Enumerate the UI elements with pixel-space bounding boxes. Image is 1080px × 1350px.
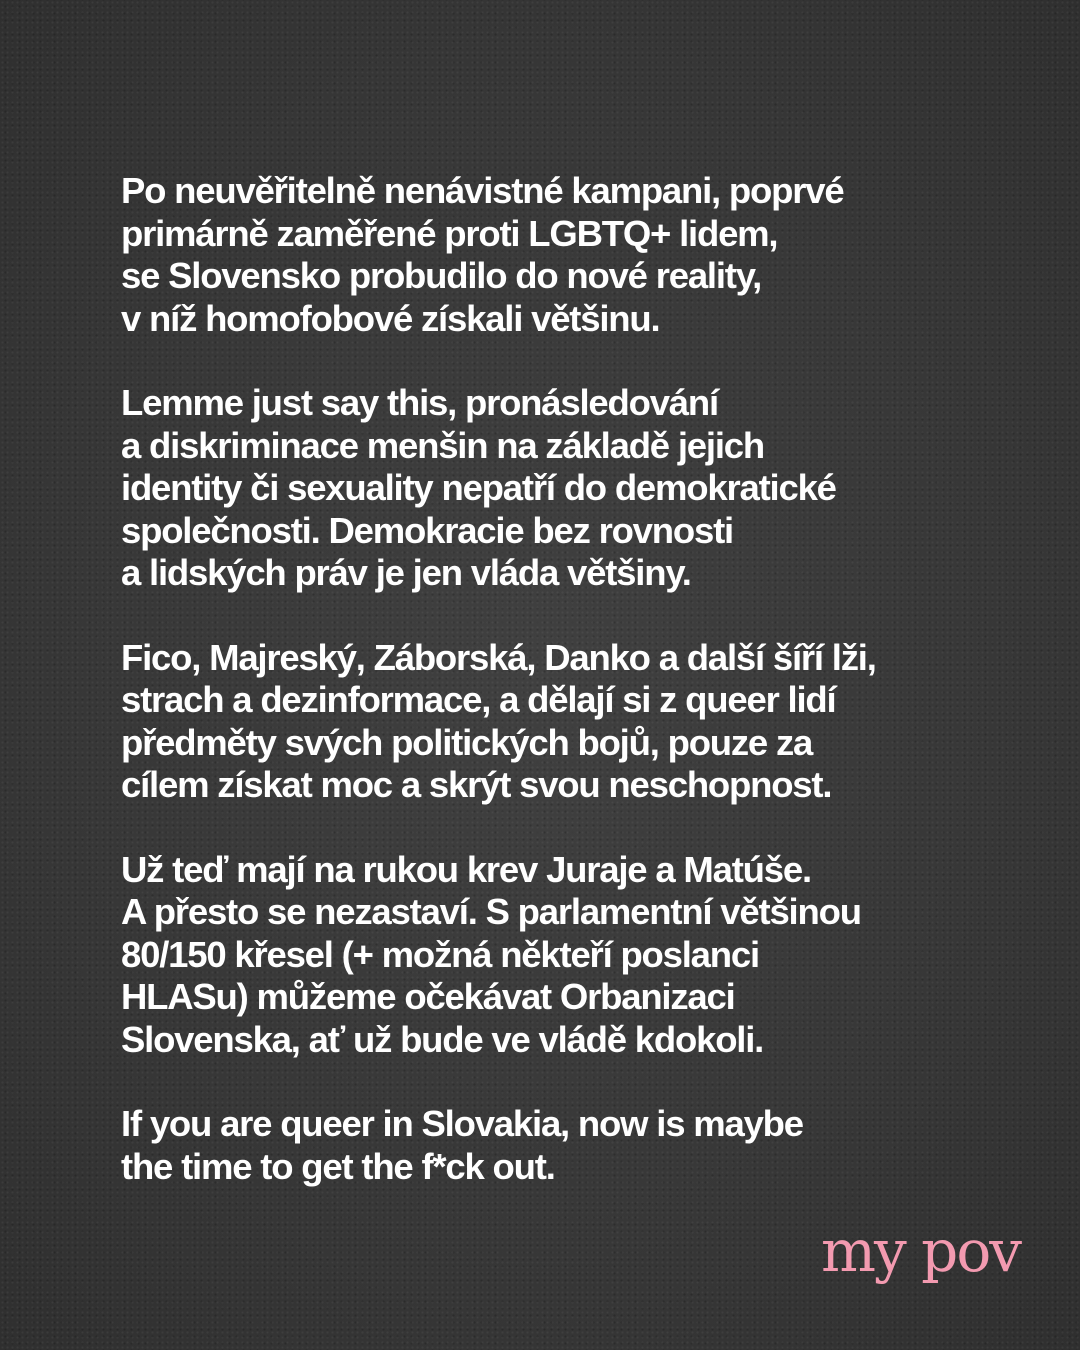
paragraph-4 [121,849,1021,1062]
text-line: Slovenska, ať už bude ve vládě kdokoli. [121,1018,764,1060]
text-line: If you are queer in Slovakia, now is maybe [121,1103,803,1144]
text-line: a lidských práv je jen vláda většiny. [121,552,691,593]
text-line: Lemme just say this, pronásledování [121,382,718,423]
text-line: primárně zaměřené proti LGBTQ+ lidem, [121,212,778,254]
text-line: identity či sexuality nepatří do demokratické [121,467,836,508]
text-line: předměty svých politických bojů, pouze za [121,721,813,763]
brand-logo: my pov [820,1217,1020,1285]
statement-text [121,170,1021,1230]
text-line: Už teď mají na rukou krev Juraje a Matúše. [121,848,811,890]
text-line: strach a dezinformace, a dělají si z queer lidí [121,679,836,720]
text-line: cílem získat moc a skrýt svou neschopnost. [121,764,832,805]
text-line: společnosti. Demokracie bez rovnosti [121,509,733,551]
text-line: Po neuvěřitelně nenávistné kampani, poprvé [121,170,844,211]
paragraph-3 [121,637,1021,807]
text-line: Fico, Majreský, Záborská, Danko a další šíří lži, [121,636,876,678]
paragraph-5 [121,1103,1021,1188]
text-line: a diskriminace menšin na základě jejich [121,424,764,466]
text-line: 80/150 křesel (+ možná někteří poslanci [121,933,759,975]
text-line: se Slovensko probudilo do nové reality, [121,255,762,296]
text-line: A přesto se nezastaví. S parlamentní většinou [121,891,861,932]
text-line: v níž homofobové získali většinu. [121,297,660,339]
paragraph-2 [121,382,1021,595]
paragraph-1 [121,170,1021,340]
text-line: HLASu) můžeme očekávat Orbanizaci [121,976,735,1017]
text-line: the time to get the f*ck out. [121,1145,555,1187]
